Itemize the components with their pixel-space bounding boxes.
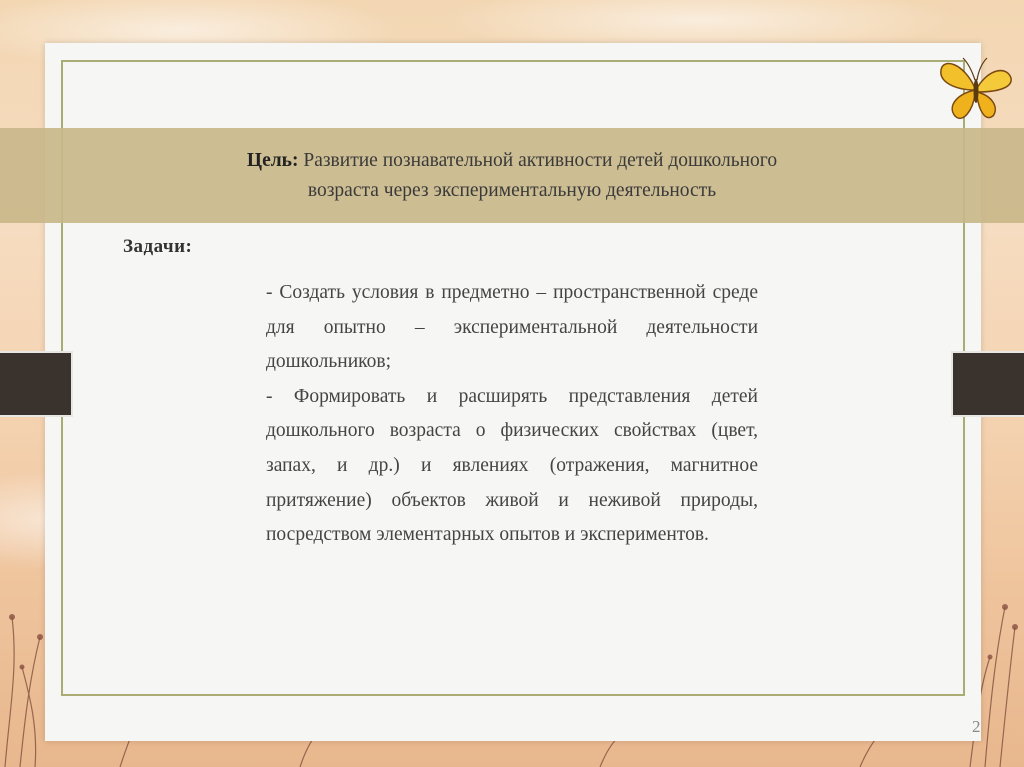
goal-text-line2: возраста через экспериментальную деятельность <box>307 180 717 201</box>
page-number: 2 <box>972 717 981 736</box>
butterfly-icon <box>935 54 1015 126</box>
goal-label: Цель <box>246 150 292 171</box>
task-item: - Создать условия в предметно – пространственной среде для опытно – экспериментальной деятельности дошкольников; <box>266 282 758 373</box>
goal-heading: Цель: Развитие познавательной активности детей дошкольного возраста через экспериментальную деятельность <box>246 150 778 201</box>
tasks-label: Задачи: <box>123 236 193 257</box>
tasks-list <box>266 276 758 553</box>
goal-text-line1: Развитие познавательной активности детей дошкольного <box>303 150 778 171</box>
right-decor-tab <box>951 351 1024 417</box>
task-item: - Формировать и расширять представления детей дошкольного возраста о физических свойствах (цвет, запах, и др.) и явлениях (отражения, магнитное притяжение) объектов живой и неживой природы, посредством элементарных опытов и экспериментов. <box>266 385 758 546</box>
left-decor-tab <box>0 351 73 417</box>
